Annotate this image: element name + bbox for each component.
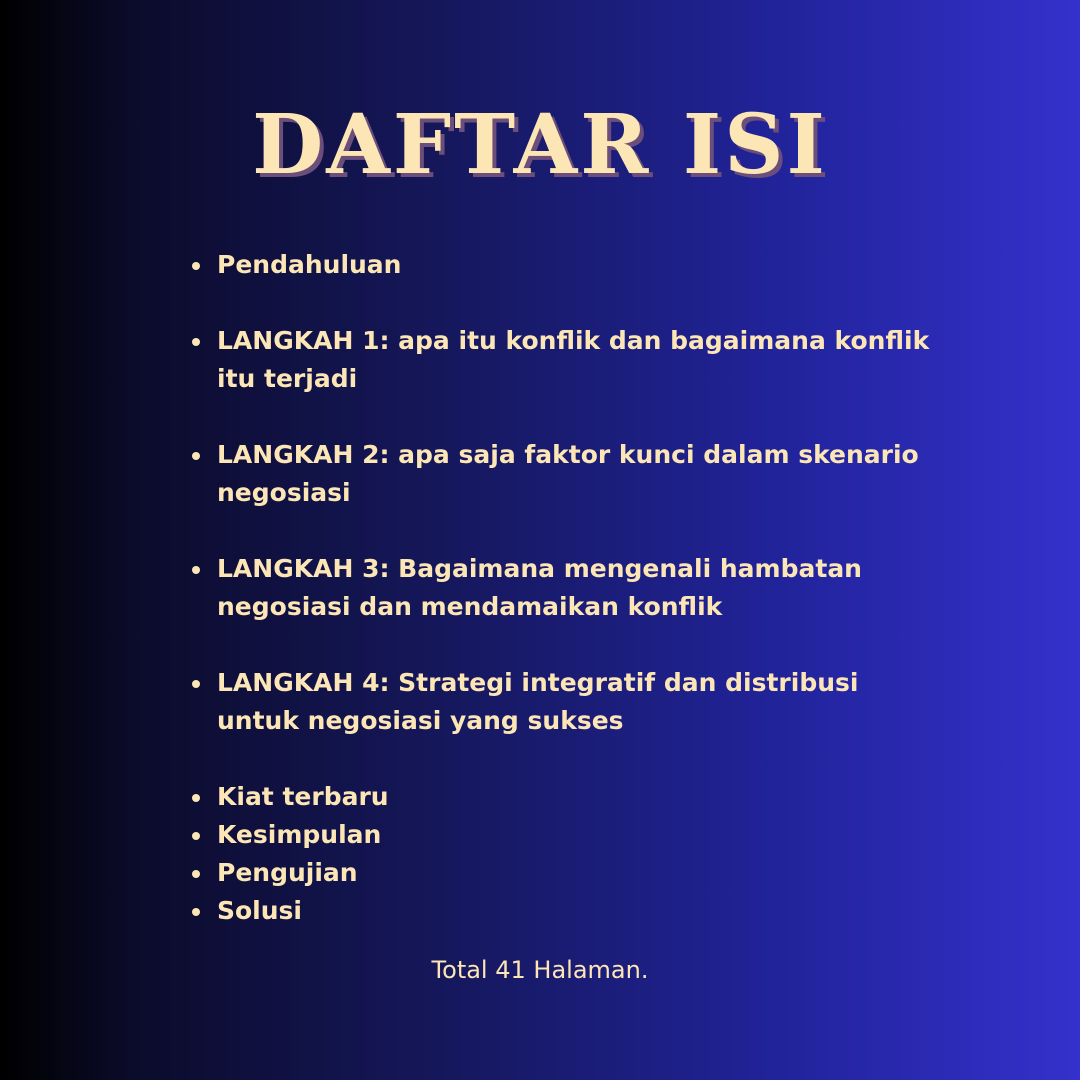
page-count-note: Total 41 Halaman.	[431, 956, 649, 984]
toc-item-langkah-1: LANGKAH 1: apa itu konflik dan bagaimana konflik itu terjadi	[190, 322, 930, 398]
toc-item-langkah-3: LANGKAH 3: Bagaimana mengenali hambatan negosiasi dan mendamaikan konflik	[190, 550, 930, 626]
toc-item-solusi: Solusi	[190, 892, 930, 930]
toc-item-kiat-terbaru: Kiat terbaru	[190, 778, 930, 816]
toc-item-langkah-2: LANGKAH 2: apa saja faktor kunci dalam skenario negosiasi	[190, 436, 930, 512]
toc-item-pendahuluan: Pendahuluan	[190, 246, 930, 284]
table-of-contents	[190, 246, 930, 930]
toc-item-langkah-4: LANGKAH 4: Strategi integratif dan distribusi untuk negosiasi yang sukses	[190, 664, 930, 740]
toc-item-pengujian: Pengujian	[190, 854, 930, 892]
toc-item-kesimpulan: Kesimpulan	[190, 816, 930, 854]
page-title: DAFTAR ISI	[252, 97, 828, 193]
